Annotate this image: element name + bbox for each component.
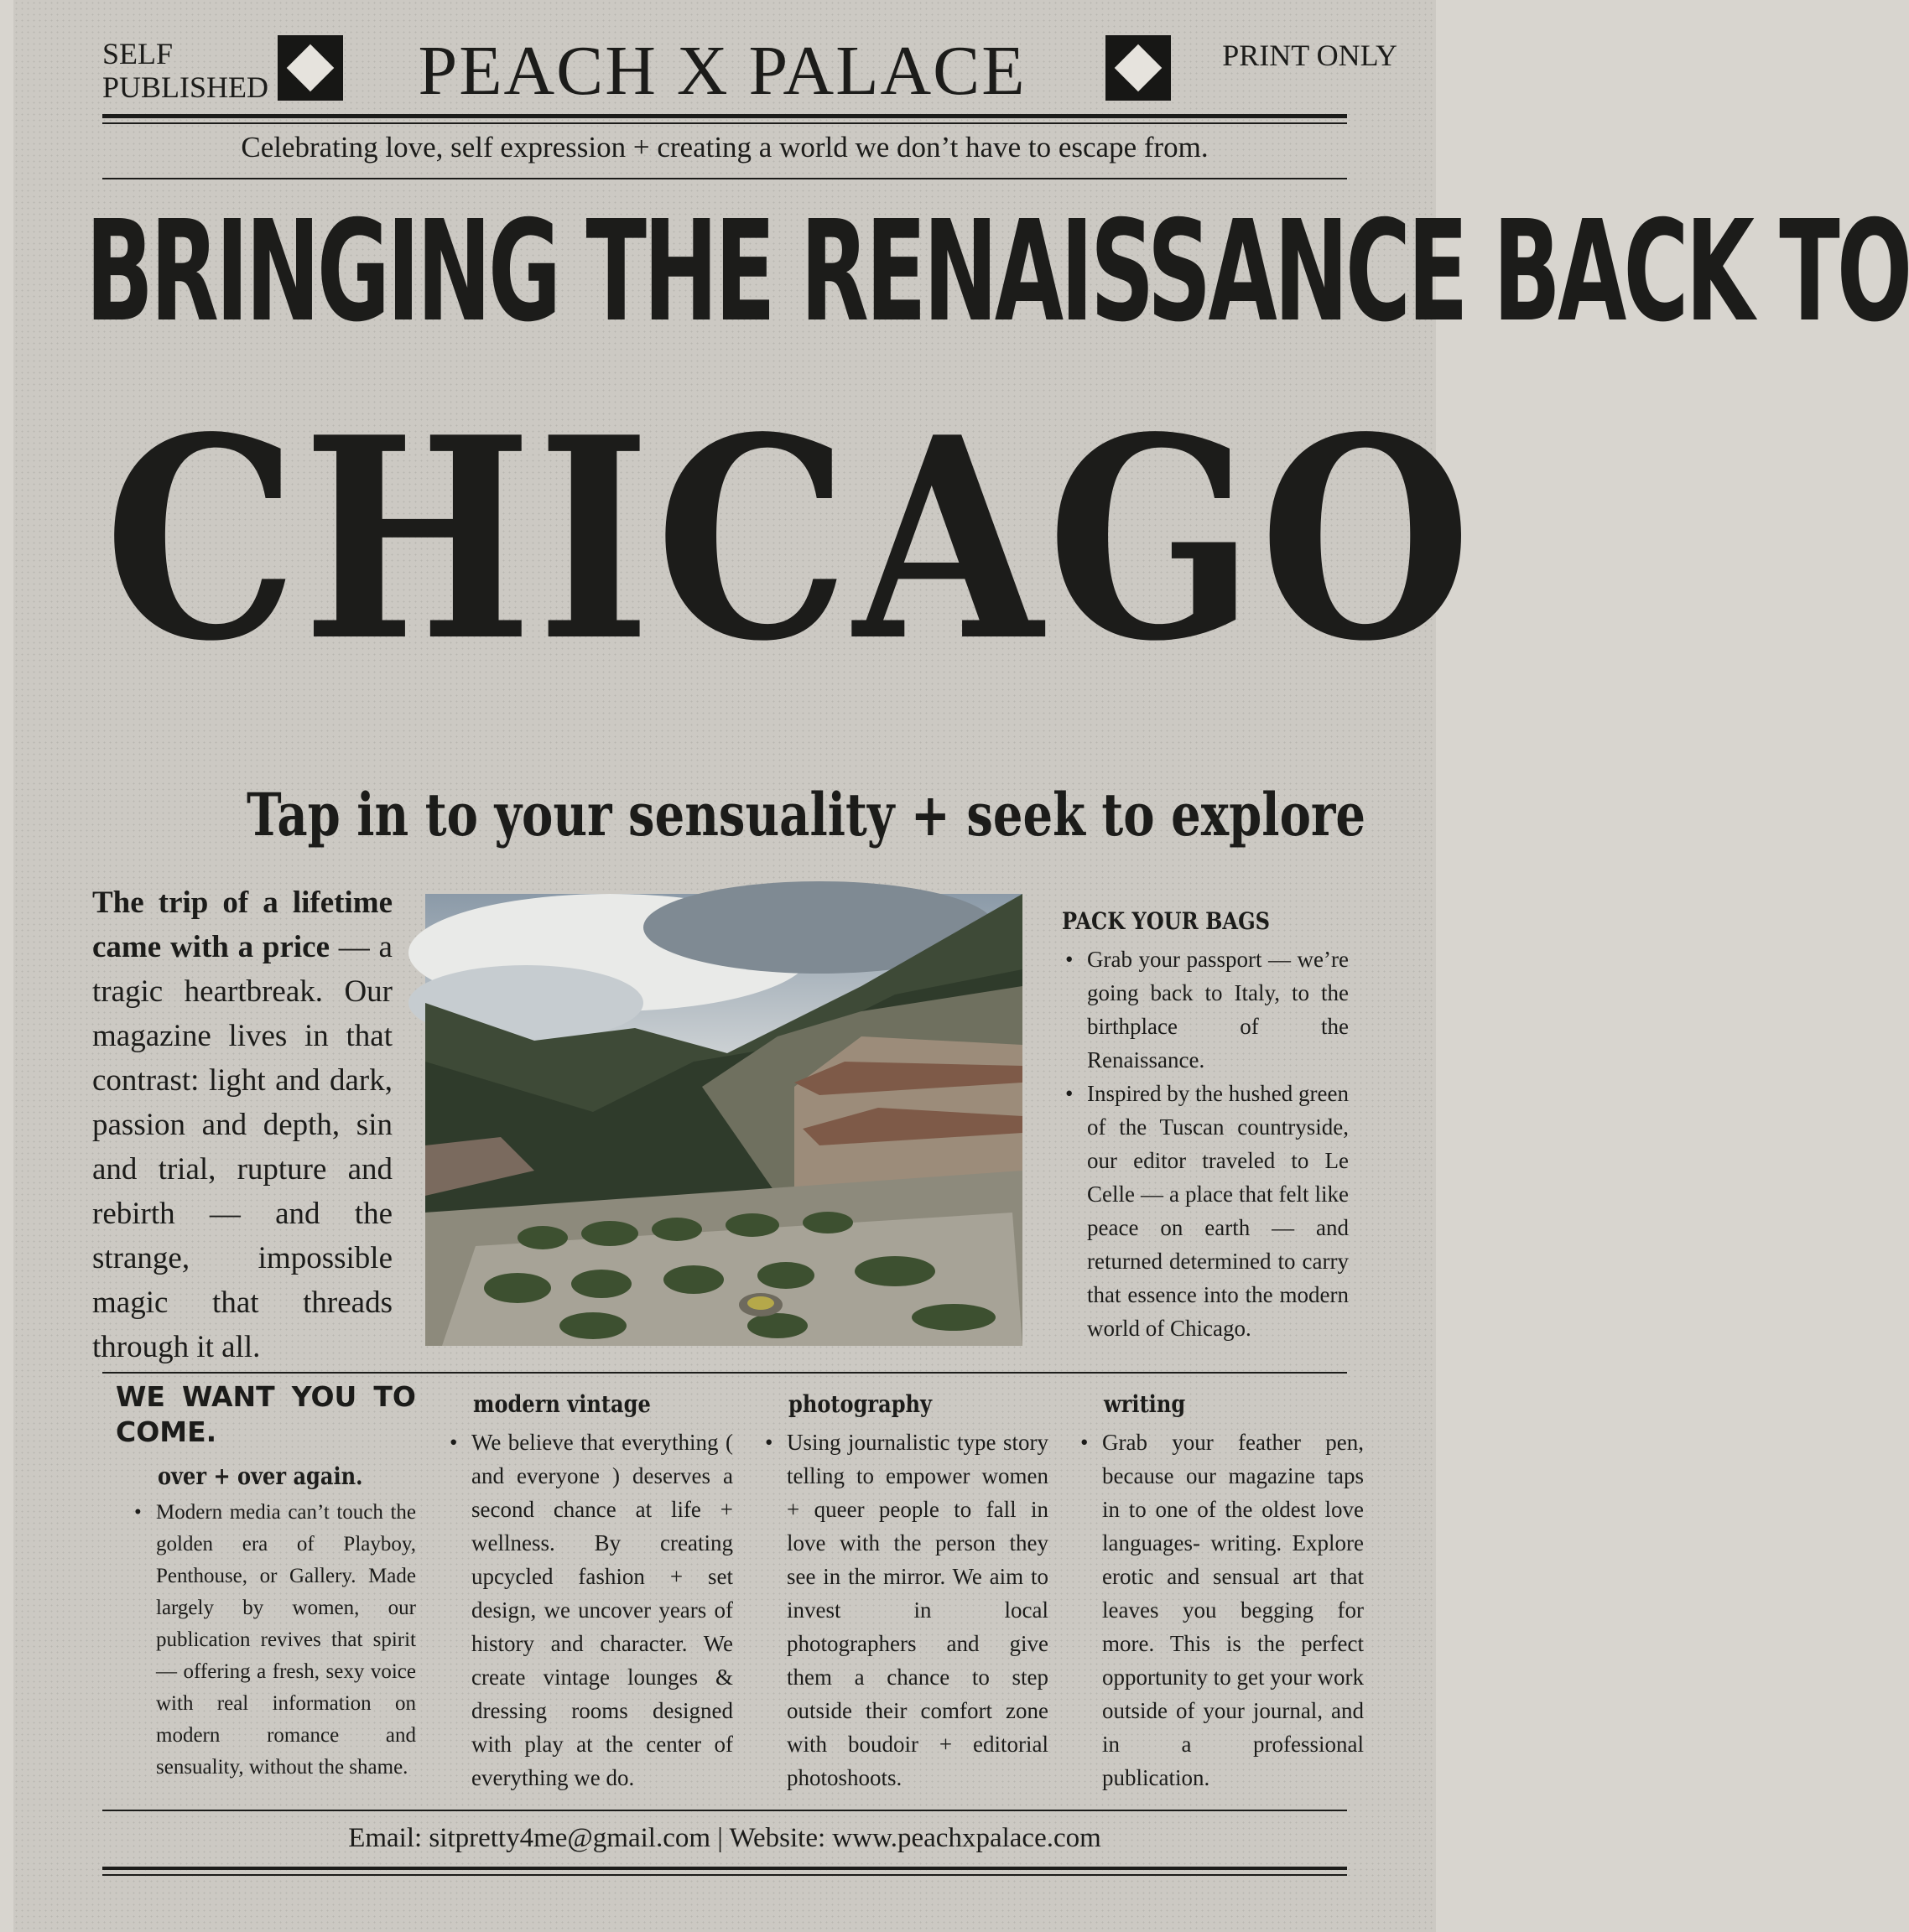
footer-rule-thin — [102, 1874, 1347, 1876]
writing-heading: writing — [1104, 1390, 1186, 1418]
come-item: • Modern media can’t touch the golden era of Playboy, Penthouse, or Gallery. Made largely by women, our publication revives that spirit — offering a fresh, sexy voice with real information on modern romance and sensuality, without the shame. — [131, 1497, 416, 1784]
intro-lead: The trip of a lifetime came with a price — [92, 886, 393, 964]
print-only-label: PRINT ONLY — [1222, 39, 1397, 72]
photography-item: • Using journalistic type story telling to empower women + queer people to fall in love with the person they see in the mirror. We aim to invest in local photographers and give them a chance to step outside their comfort zone with boudoir + editorial photoshoots. — [762, 1426, 1048, 1794]
masthead-title: PEACH X PALACE — [418, 32, 1027, 110]
self-published-line1: SELF — [102, 37, 174, 70]
pack-bags-list — [1062, 943, 1349, 1345]
tagline: Celebrating love, self expression + creating a world we don’t have to escape from. — [241, 131, 1209, 164]
modern-vintage-list — [446, 1426, 733, 1794]
modern-vintage-item: • We believe that everything ( and everyone ) deserves a second chance at life + wellness. By creating upcycled fashion + set design, we uncover years of history and character. We create vintage lounges & dressing rooms designed with play at the center of everything we do. — [446, 1426, 733, 1794]
pack-bags-item: • Inspired by the hushed green of the Tuscan countryside, our editor traveled to Le Celle — a place that felt like peace on earth — and returned determined to carry that essence into the modern world of Chicago. — [1062, 1077, 1349, 1345]
footer-rule-thick — [102, 1867, 1347, 1870]
self-published-label — [102, 37, 268, 104]
footer-rule-top — [102, 1810, 1347, 1811]
subheadline: Tap in to your sensuality + seek to explore — [247, 780, 1366, 849]
masthead-rule-thin — [102, 122, 1347, 124]
come-subheading: over + over again. — [158, 1462, 363, 1490]
writing-item: • Grab your feather pen, because our magazine taps in to one of the oldest love languages- writing. Explore erotic and sensual art that leaves you begging for more. This is the perfect opportunity to get your work outside of your journal, and in a professional publication. — [1077, 1426, 1364, 1794]
headline-line1: BRINGING THE RENAISSANCE BACK TO — [86, 191, 1909, 353]
intro-body: — a tragic heartbreak. Our magazine lives in that contrast: light and dark, passion and depth, sin and trial, rupture and rebirth — and the strange, impossible magic that threads through it all. — [92, 930, 393, 1364]
photography-heading: photography — [788, 1390, 933, 1418]
diamond-logo-left-icon — [278, 35, 343, 101]
footer-contact: Email: sitpretty4me@gmail.com | Website: www.peachxpalace.com — [348, 1823, 1101, 1853]
tuscan-monastery-photo — [425, 894, 1022, 1346]
photography-list — [762, 1426, 1048, 1794]
headline-chicago: CHICAGO — [104, 377, 1476, 702]
section-rule — [102, 1372, 1347, 1374]
come-heading: WE WANT YOU TO COME. — [116, 1380, 416, 1448]
masthead-rule-thick — [102, 114, 1347, 118]
writing-list — [1077, 1426, 1364, 1794]
self-published-line2: PUBLISHED — [102, 70, 269, 104]
newspaper-page — [13, 0, 1909, 1932]
pack-bags-item: • Grab your passport — we’re going back to Italy, to the birthplace of the Renaissance. — [1062, 943, 1349, 1077]
come-list — [131, 1497, 416, 1784]
modern-vintage-heading: modern vintage — [473, 1390, 651, 1418]
intro-paragraph — [92, 880, 393, 1369]
pack-bags-heading: PACK YOUR BAGS — [1062, 907, 1271, 935]
tagline-rule — [102, 178, 1347, 179]
diamond-logo-right-icon — [1105, 35, 1171, 101]
